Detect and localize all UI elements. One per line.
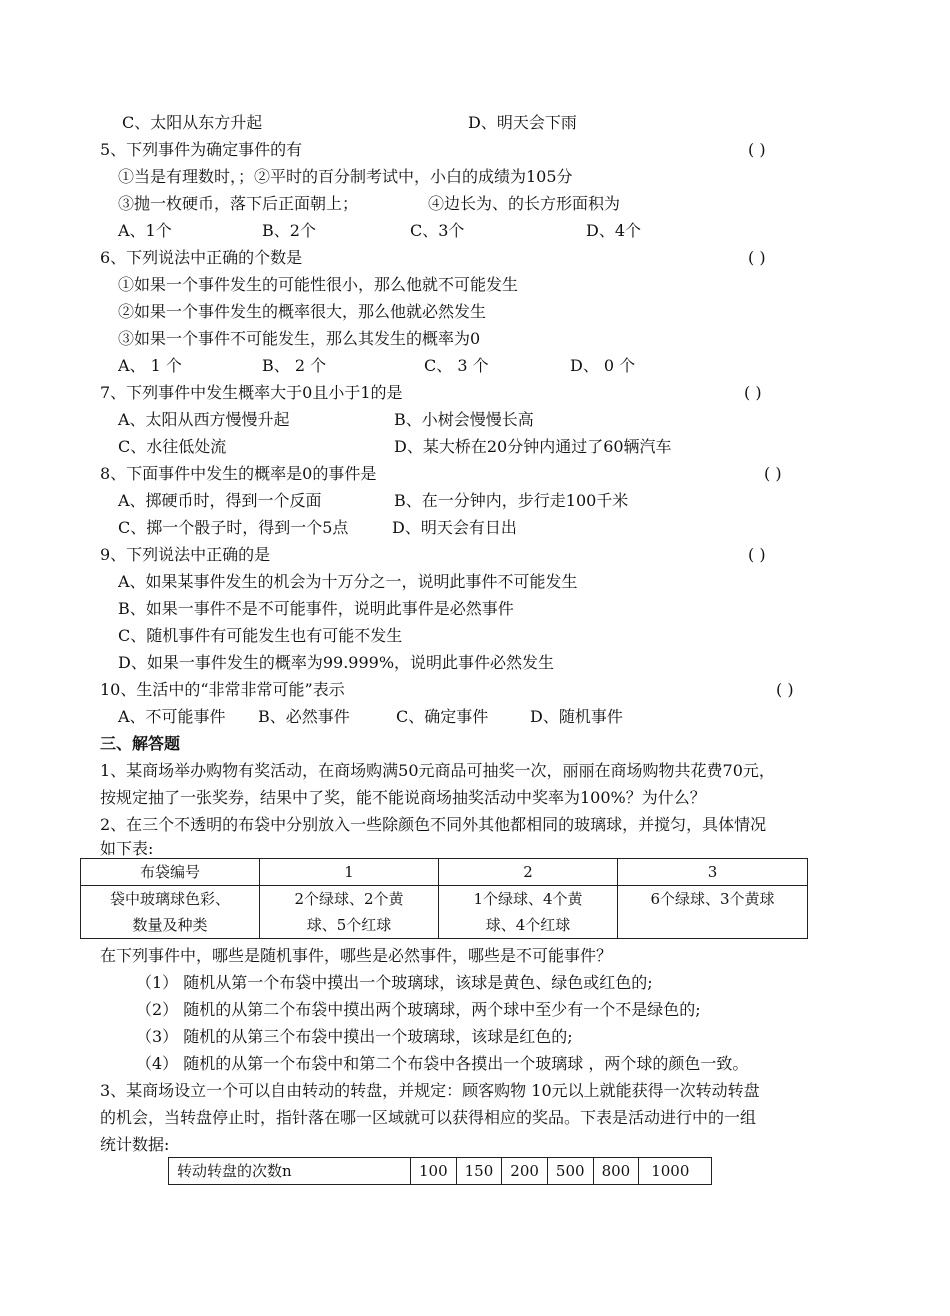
q9-option-c: C、随机事件有可能发生也有可能不发生	[118, 626, 403, 645]
q8-stem: 8、下面事件中发生的概率是0的事件是	[100, 464, 377, 483]
q5-option-b: B、2个	[262, 221, 316, 240]
q10-option-c: C、确定事件	[396, 707, 489, 726]
table-cell: 500	[547, 1158, 593, 1185]
problem-2-item-1: （1） 随机从第一个布袋中摸出一个玻璃球，该球是黄色、绿色或红色的;	[136, 973, 653, 992]
cell-line: 球、4个红球	[485, 916, 571, 934]
cell-line: 袋中玻璃球色彩、	[109, 890, 230, 908]
q5-statement-1: ①当是有理数时，；②平时的百分制考试中，小白的成绩为105分	[118, 167, 573, 186]
q6-answer-paren: ( )	[748, 248, 766, 267]
table-cell	[439, 886, 618, 939]
q10-option-a: A、不可能事件	[118, 707, 226, 726]
q5-stem: 5、下列事件为确定事件的有	[100, 140, 303, 159]
q6-statement-1: ①如果一个事件发生的可能性很小，那么他就不可能发生	[118, 275, 519, 294]
table-row	[81, 886, 808, 939]
q8-option-c: C、掷一个骰子时，得到一个5点	[118, 518, 349, 537]
q4-option-c: C、太阳从东方升起	[122, 113, 263, 132]
table-cell: 150	[456, 1158, 502, 1185]
problem-2-line-2: 如下表:	[100, 839, 154, 858]
cell-line: 2个绿球、2个黄	[294, 890, 404, 908]
q6-statement-2: ②如果一个事件发生的概率很大，那么他就必然发生	[118, 302, 487, 321]
q8-option-a: A、掷硬币时，得到一个反面	[118, 491, 322, 510]
problem-3-line-1: 3、某商场设立一个可以自由转动的转盘，并规定：顾客购物 10元以上就能获得一次转动转盘	[100, 1081, 760, 1100]
q7-option-a: A、太阳从西方慢慢升起	[118, 410, 290, 429]
q6-option-d: D、 0 个	[570, 356, 636, 375]
q9-option-a: A、如果某事件发生的机会为十万分之一，说明此事件不可能发生	[118, 572, 578, 591]
table-cell: 1000	[639, 1158, 712, 1185]
problem-1-line-2: 按规定抽了一张奖券，结果中了奖，能不能说商场抽奖活动中奖率为100%？为什么？	[100, 788, 706, 807]
q6-statement-3: ③如果一个事件不可能发生，那么其发生的概率为0	[118, 329, 481, 348]
q7-stem: 7、下列事件中发生概率大于0且小于1的是	[100, 383, 403, 402]
q10-stem: 10、生活中的“非常非常可能”表示	[100, 680, 345, 699]
problem-3-line-3: 统计数据:	[100, 1135, 170, 1154]
q8-option-d: D、明天会有日出	[392, 518, 517, 537]
q7-option-b: B、小树会慢慢长高	[394, 410, 534, 429]
q6-option-c: C、 3 个	[424, 356, 489, 375]
q5-answer-paren: ( )	[748, 140, 766, 159]
table-cell: 1	[260, 859, 439, 886]
q8-option-b: B、在一分钟内，步行走100千米	[394, 491, 629, 510]
q6-option-a: A、 1 个	[118, 356, 182, 375]
problem-2-item-2: （2） 随机的从第二个布袋中摸出两个玻璃球，两个球中至少有一个不是绿色的;	[136, 1000, 701, 1019]
q5-statement-4: ④边长为、的长方形面积为	[428, 194, 621, 213]
problem-3-line-2: 的机会，当转盘停止时，指针落在哪一区域就可以获得相应的奖品。下表是活动进行中的一组	[100, 1108, 757, 1127]
problem-2-question: 在下列事件中，哪些是随机事件，哪些是必然事件，哪些是不可能事件？	[100, 946, 613, 965]
q7-option-c: C、水往低处流	[118, 437, 227, 456]
problem-2-line-1: 2、在三个不透明的布袋中分别放入一些除颜色不同外其他都相同的玻璃球，并搅匀，具体情况	[100, 815, 767, 834]
q5-statement-3: ③抛一枚硬币，落下后正面朝上；	[118, 194, 359, 213]
problem-1-line-1: 1、某商场举办购物有奖活动，在商场购满50元商品可抽奖一次，丽丽在商场购物共花费70元，	[100, 761, 775, 780]
cell-line: 球、5个红球	[306, 916, 392, 934]
q6-option-b: B、 2 个	[262, 356, 327, 375]
problem-2-item-3: （3） 随机的从第三个布袋中摸出一个玻璃球，该球是红色的;	[136, 1027, 573, 1046]
q10-option-d: D、随机事件	[530, 707, 623, 726]
q7-answer-paren: ( )	[744, 383, 762, 402]
bag-table	[80, 858, 808, 939]
table-cell: 2	[439, 859, 618, 886]
table-cell: 800	[593, 1158, 639, 1185]
q5-option-c: C、3个	[410, 221, 465, 240]
q8-answer-paren: ( )	[764, 464, 782, 483]
table-cell: 布袋编号	[81, 859, 260, 886]
q9-answer-paren: ( )	[748, 545, 766, 564]
table-row	[81, 859, 808, 886]
table-cell	[260, 886, 439, 939]
table-cell: 3	[618, 859, 808, 886]
table-cell: 200	[502, 1158, 548, 1185]
q7-option-d: D、某大桥在20分钟内通过了60辆汽车	[394, 437, 672, 456]
problem-2-item-4: （4） 随机的从第一个布袋中和第二个布袋中各摸出一个玻璃球 ，两个球的颜色一致。	[136, 1054, 749, 1073]
table-cell: 6个绿球、3个黄球	[618, 886, 808, 939]
table-cell	[81, 886, 260, 939]
q10-option-b: B、必然事件	[258, 707, 350, 726]
q9-option-b: B、如果一事件不是不可能事件，说明此事件是必然事件	[118, 599, 514, 618]
q10-answer-paren: ( )	[776, 680, 794, 699]
q6-stem: 6、下列说法中正确的个数是	[100, 248, 303, 267]
table-row	[169, 1158, 712, 1185]
q5-option-a: A、1个	[118, 221, 172, 240]
section-title: 三、解答题	[100, 734, 181, 753]
table-cell: 转动转盘的次数n	[169, 1158, 411, 1185]
q5-option-d: D、4个	[586, 221, 642, 240]
q9-option-d: D、如果一事件发生的概率为99.999%，说明此事件必然发生	[118, 653, 555, 672]
q9-stem: 9、下列说法中正确的是	[100, 545, 271, 564]
cell-line: 数量及种类	[132, 916, 208, 934]
q4-option-d: D、明天会下雨	[468, 113, 577, 132]
table-cell: 100	[411, 1158, 457, 1185]
cell-line: 1个绿球、4个黄	[473, 890, 583, 908]
spin-table	[168, 1157, 712, 1185]
